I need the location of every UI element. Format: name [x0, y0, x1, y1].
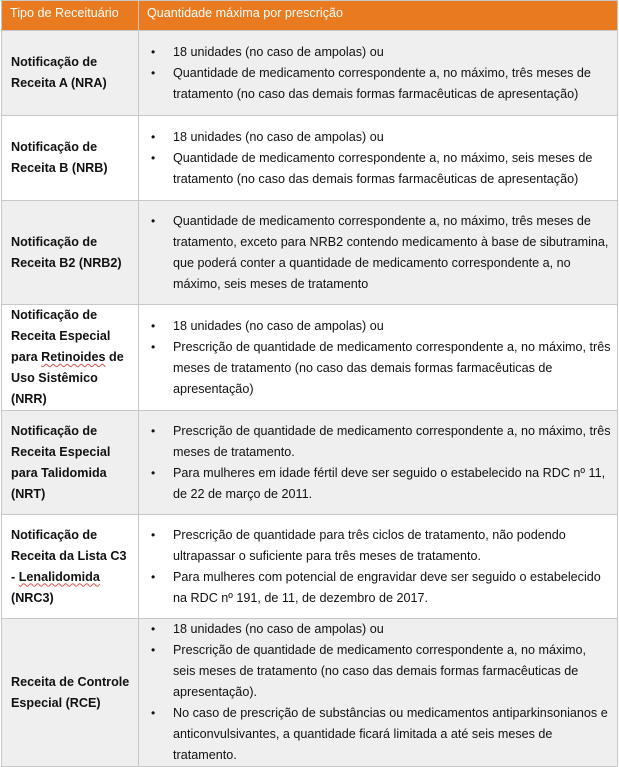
table-row — [2, 116, 618, 201]
row-quantity-nra — [139, 31, 618, 116]
bullet-list — [139, 421, 611, 505]
bullet-icon: • — [151, 339, 156, 354]
row-type-rce: Receita de Controle Especial (RCE) — [2, 619, 139, 767]
list-item: • Prescrição de quantidade de medicamento correspondente a, no máximo, três meses de tratamento. — [139, 421, 611, 463]
row-quantity-nrc3 — [139, 515, 618, 619]
bullet-list — [139, 619, 611, 766]
bullet-icon: • — [151, 643, 156, 657]
spellcheck-word: Lenalidomida — [18, 569, 100, 584]
table-row — [2, 305, 618, 411]
row-quantity-nrb — [139, 116, 618, 201]
list-item: • 18 unidades (no caso de ampolas) ou — [139, 42, 611, 63]
row-quantity-nrt — [139, 411, 618, 515]
table-row — [2, 515, 618, 619]
row-type-nrt: Notificação de Receita Especial para Talidomida (NRT) — [2, 411, 139, 515]
list-item: • Prescrição de quantidade para três ciclos de tratamento, não podendo ultrapassar o suficiente para três meses de tratamento. — [139, 525, 611, 567]
bullet-list — [139, 316, 611, 400]
list-item: • 18 unidades (no caso de ampolas) ou — [139, 316, 611, 337]
row-quantity-nrr — [139, 305, 618, 411]
row-type-nrb2: Notificação de Receita B2 (NRB2) — [2, 201, 139, 305]
list-item: • Prescrição de quantidade de medicamento correspondente a, no máximo, três meses de tratamento (no caso das demais formas farmacêuticas de apresentação) — [139, 337, 611, 400]
bullet-icon: • — [151, 622, 156, 636]
bullet-icon: • — [151, 213, 156, 228]
bullet-icon: • — [151, 44, 156, 59]
list-item: • Quantidade de medicamento correspondente a, no máximo, três meses de tratamento (no caso das demais formas farmacêuticas de apresentação) — [139, 63, 611, 105]
list-item: • Quantidade de medicamento correspondente a, no máximo, seis meses de tratamento (no caso das demais formas farmacêuticas de apresentação) — [139, 148, 611, 190]
bullet-list — [139, 42, 611, 105]
bullet-icon: • — [151, 318, 156, 333]
spellcheck-word: Retinoides — [41, 350, 106, 364]
bullet-icon: • — [151, 65, 156, 80]
row-quantity-rce — [139, 619, 618, 767]
bullet-icon: • — [151, 706, 156, 720]
header-type: Tipo de Receituário — [2, 1, 139, 31]
bullet-icon: • — [151, 150, 156, 165]
list-item: • Quantidade de medicamento correspondente a, no máximo, três meses de tratamento, exceto para NRB2 contendo medicamento à base de sibutramina, que poderá conter a quantidade de medicamento correspondente a, no máximo, seis meses de tratamento — [139, 211, 611, 295]
row-type-nra: Notificação de Receita A (NRA) — [2, 31, 139, 116]
row-type-nrb: Notificação de Receita B (NRB) — [2, 116, 139, 201]
bullet-icon: • — [151, 527, 156, 542]
list-item: • No caso de prescrição de substâncias ou medicamentos antiparkinsonianos e anticonvulsivantes, a quantidade ficará limitada a até seis meses de tratamento. — [139, 703, 611, 766]
row-type-nrc3: Notificação de Receita da Lista C3 - Lenalidomida (NRC3) — [2, 515, 139, 619]
list-item: • Prescrição de quantidade de medicamento correspondente a, no máximo, seis meses de tratamento (no caso das demais formas farmacêuticas de apresentação). — [139, 640, 611, 703]
table-row — [2, 619, 618, 767]
table-row — [2, 31, 618, 116]
bullet-list — [139, 127, 611, 190]
header-quantity: Quantidade máxima por prescrição — [139, 1, 618, 31]
list-item: • 18 unidades (no caso de ampolas) ou — [139, 127, 611, 148]
bullet-list — [139, 525, 611, 609]
prescription-table — [1, 0, 618, 767]
row-type-nrr: Notificação de Receita Especial para Retinoides de Uso Sistêmico (NRR) — [2, 305, 139, 411]
list-item: • Para mulheres em idade fértil deve ser seguido o estabelecido na RDC nº 11, de 22 de março de 2011. — [139, 463, 611, 505]
table-row — [2, 201, 618, 305]
list-item: • Para mulheres com potencial de engravidar deve ser seguido o estabelecido na RDC nº 191, de 11, de dezembro de 2017. — [139, 567, 611, 609]
list-item: • 18 unidades (no caso de ampolas) ou — [139, 619, 611, 640]
table-row — [2, 411, 618, 515]
table-header-row — [2, 1, 618, 31]
bullet-icon: • — [151, 465, 156, 480]
bullet-icon: • — [151, 423, 156, 438]
row-quantity-nrb2 — [139, 201, 618, 305]
bullet-list — [139, 211, 611, 295]
bullet-icon: • — [151, 569, 156, 584]
bullet-icon: • — [151, 129, 156, 144]
